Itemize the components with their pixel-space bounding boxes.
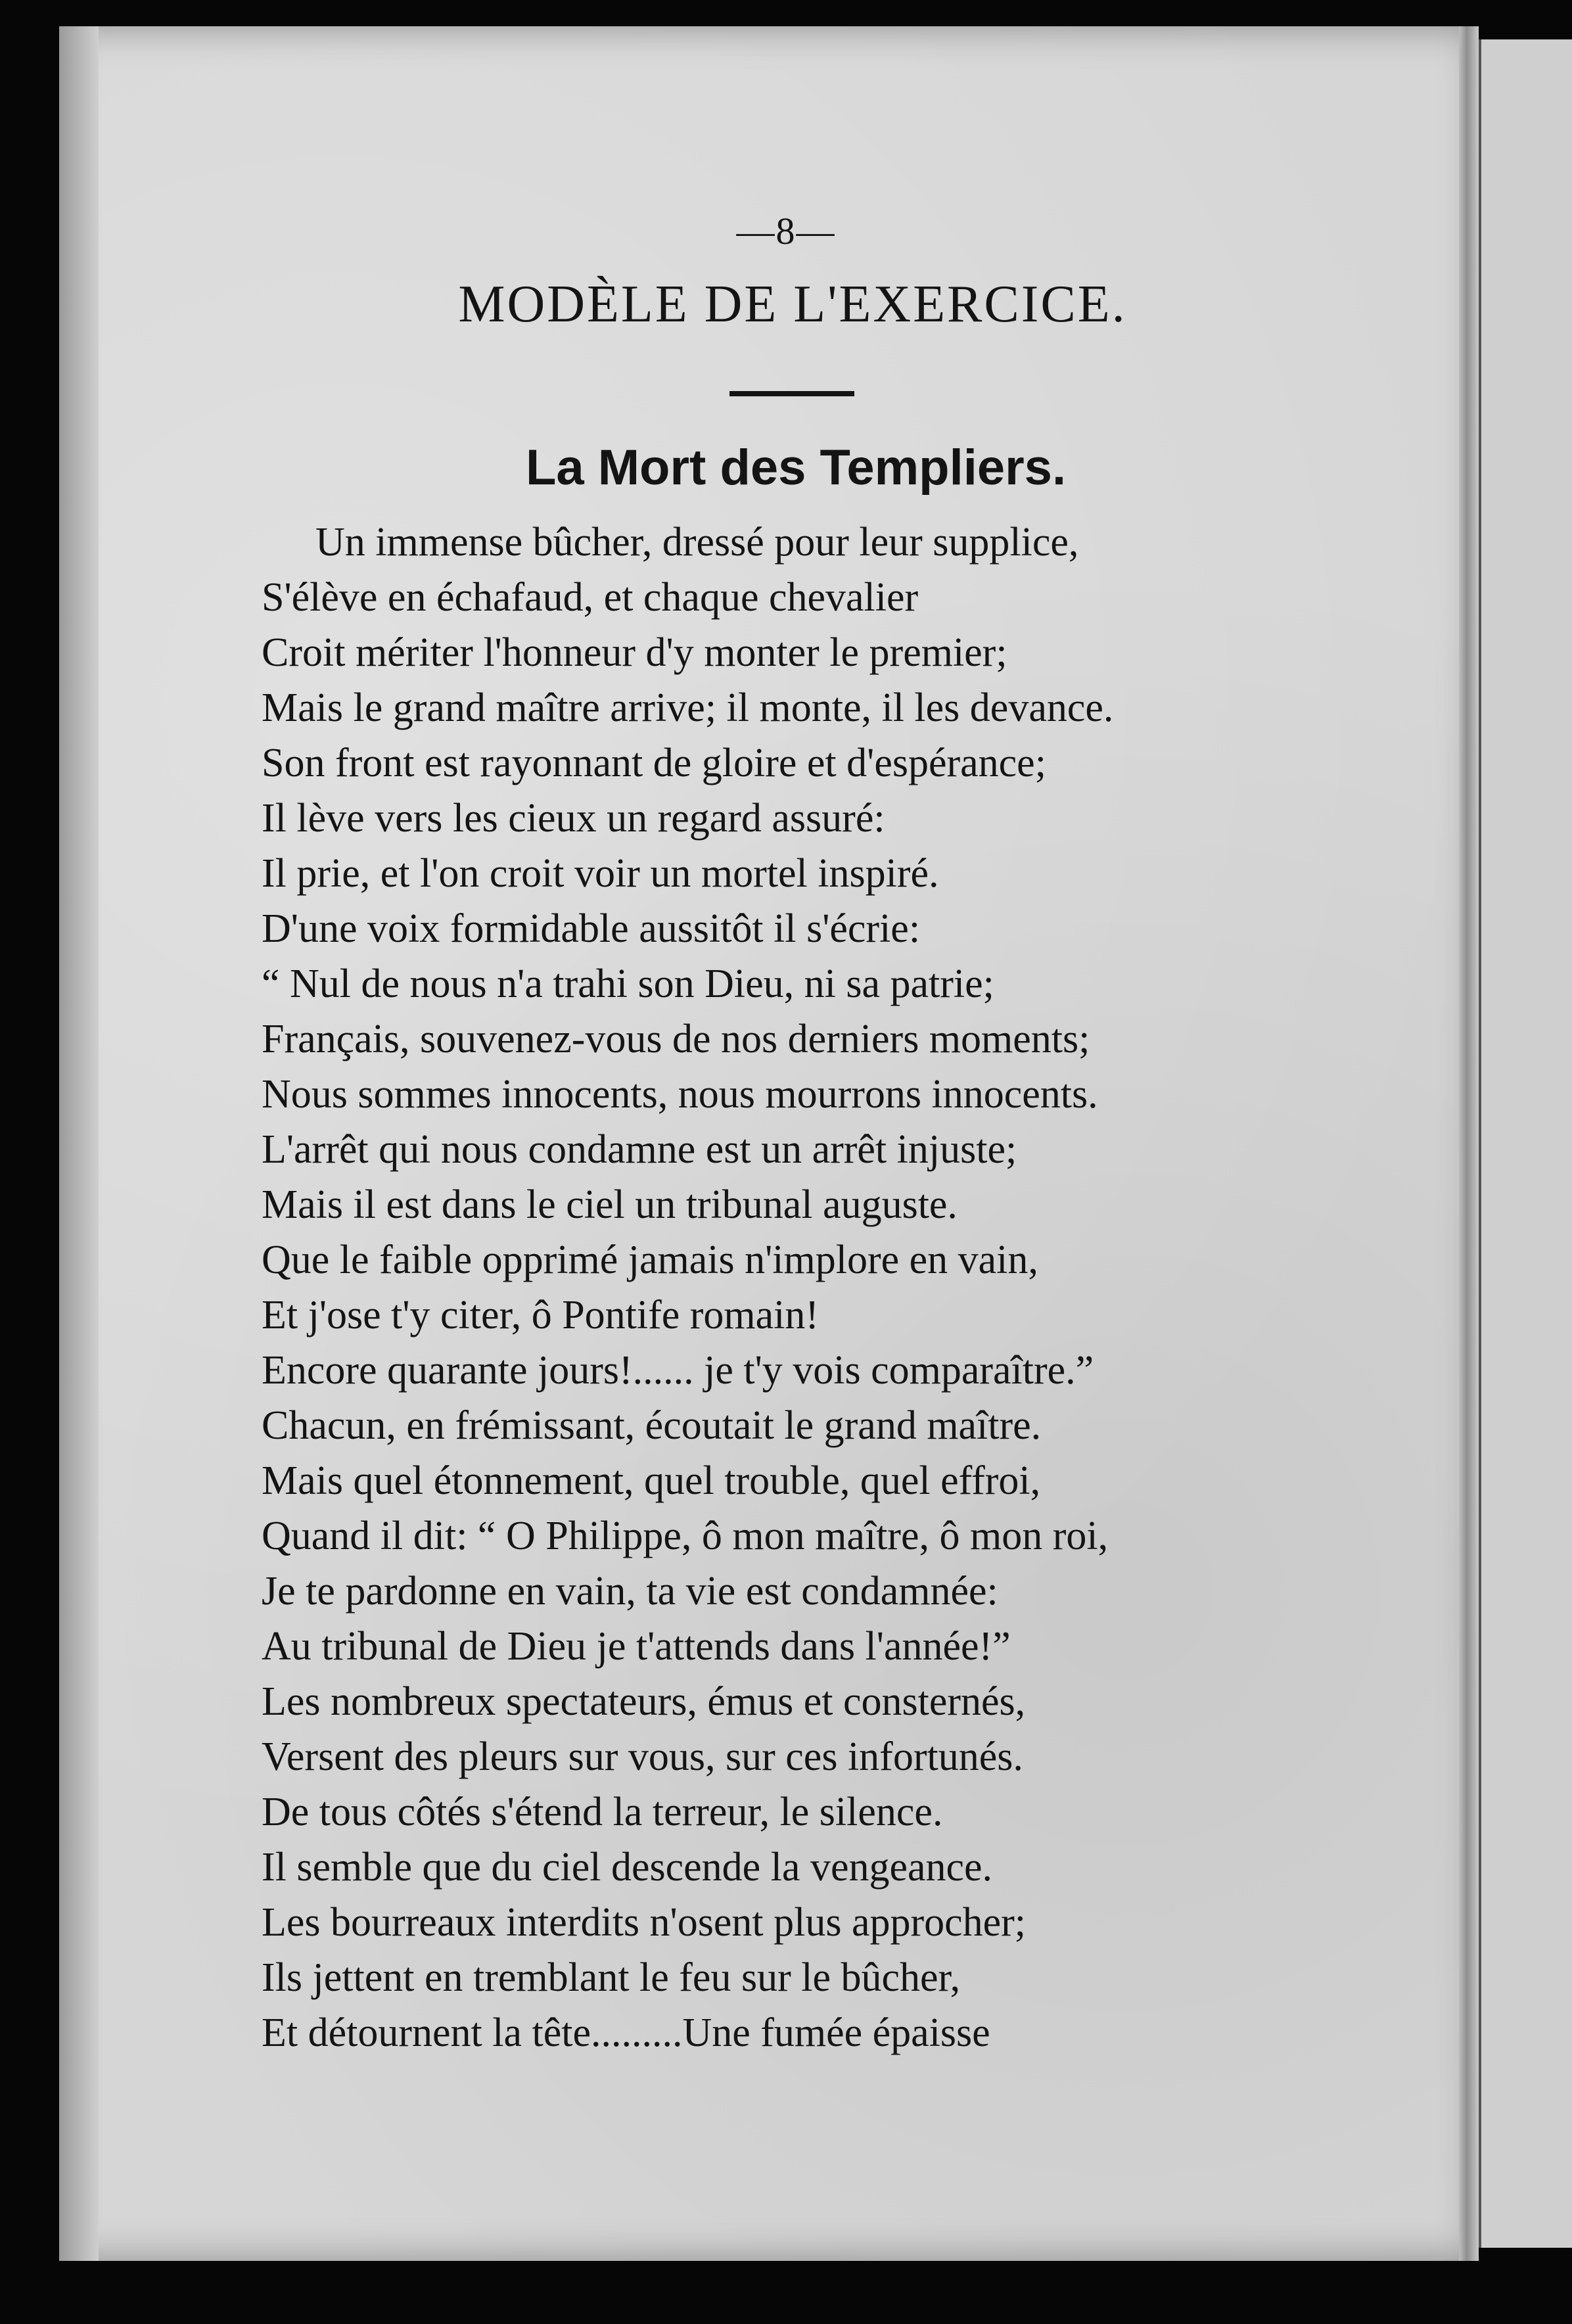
poem-line: Encore quarante jours!...... je t'y vois comparaître.” (262, 1348, 1094, 1393)
poem-line: Les nombreux spectateurs, émus et consternés, (262, 1679, 1026, 1724)
page-heading: MODÈLE DE L'EXERCICE. (458, 275, 1127, 333)
poem-line: Mais le grand maître arrive; il monte, il les devance. (262, 686, 1114, 730)
poem-title: La Mort des Templiers. (525, 440, 1067, 496)
poem-line: “ Nul de nous n'a trahi son Dieu, ni sa patrie; (262, 962, 994, 1006)
poem-line: Chacun, en frémissant, écoutait le grand maître. (262, 1403, 1042, 1448)
poem-line: Ils jettent en tremblant le feu sur le bûcher, (262, 1955, 961, 2000)
poem-line: Mais quel étonnement, quel trouble, quel effroi, (262, 1458, 1041, 1503)
poem-line: Mais il est dans le ciel un tribunal auguste. (262, 1182, 958, 1227)
poem-line: Versent des pleurs sur vous, sur ces infortunés. (262, 1734, 1023, 1779)
poem-line: Au tribunal de Dieu je t'attends dans l'année!” (262, 1624, 1011, 1669)
poem-text (262, 515, 1326, 2060)
poem-line: Nous sommes innocents, nous mourrons innocents. (262, 1072, 1098, 1117)
poem-line: S'élève en échafaud, et chaque chevalier (262, 575, 919, 620)
poem-line: Et détournent la tête.........Une fumée épaisse (262, 2010, 990, 2055)
poem-line: Je te pardonne en vain, ta vie est condamnée: (262, 1569, 998, 1614)
page-number: —8— (736, 210, 836, 252)
poem-line: De tous côtés s'étend la terreur, le silence. (262, 1790, 943, 1834)
poem-line: Les bourreaux interdits n'osent plus approcher; (262, 1900, 1027, 1945)
poem-line: D'une voix formidable aussitôt il s'écrie: (262, 906, 921, 951)
poem-line: Il prie, et l'on croit voir un mortel inspiré. (262, 851, 939, 896)
poem-line: Français, souvenez-vous de nos derniers moments; (262, 1017, 1090, 1061)
poem-line: Quand il dit: “ O Philippe, ô mon maître, ô mon roi, (262, 1514, 1109, 1558)
poem-line: Croit mériter l'honneur d'y monter le premier; (262, 630, 1007, 675)
poem-line: Il lève vers les cieux un regard assuré: (262, 796, 885, 841)
heading-rule (729, 391, 854, 396)
poem-line: Il semble que du ciel descende la vengeance. (262, 1845, 993, 1890)
poem-line: L'arrêt qui nous condamne est un arrêt injuste; (262, 1127, 1017, 1172)
poem-line: Que le faible opprimé jamais n'implore en vain, (262, 1238, 1038, 1282)
poem-line: Un immense bûcher, dressé pour leur supplice, (315, 520, 1079, 565)
poem-line: Et j'ose t'y citer, ô Pontife romain! (262, 1293, 820, 1337)
poem-line: Son front est rayonnant de gloire et d'espérance; (262, 741, 1046, 785)
